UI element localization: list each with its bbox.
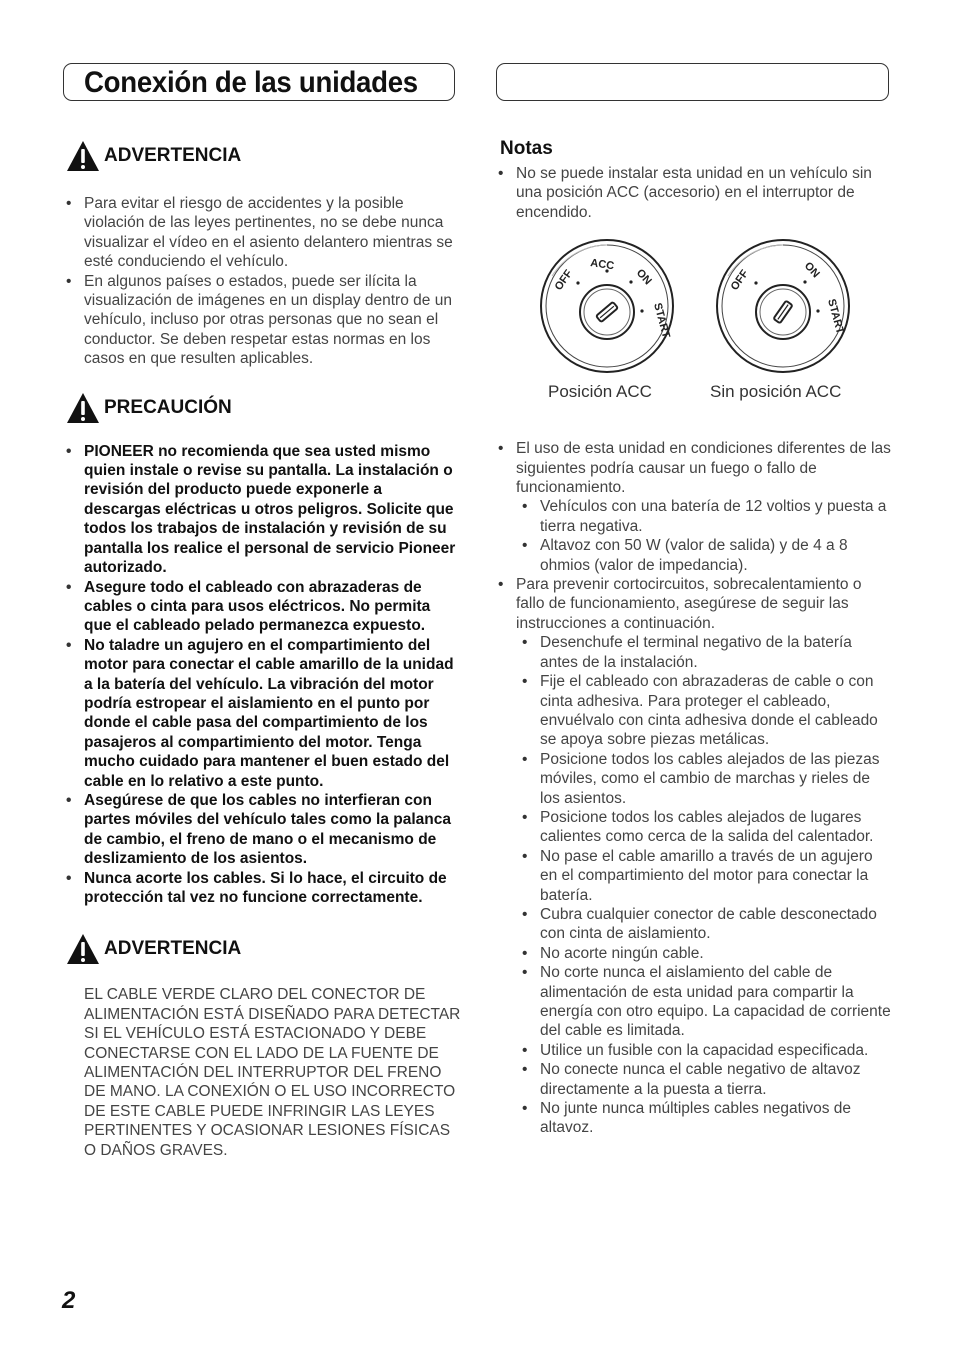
start-label: START [651, 301, 672, 340]
list-item: • Asegure todo el cableado con abrazaderas de cables o cinta para usos eléctricos. No permita que el cableado pelado permanezca expuesto. [66, 578, 461, 636]
warning-icon [66, 933, 100, 965]
sub-item: • Desenchufe el terminal negativo de la batería antes de la instalación. [522, 633, 893, 672]
list-item: • No taladre un agujero en el compartimiento del motor para conectar el cable amarillo de la unidad a la batería del vehículo. La vibración del motor podría estropear el aislamiento en el punto por donde el cable pasa del compartimiento de los pasajeros al compartimiento del motor. Tenga mucho cuidado para mantener el buen estado del cable en lo relativo a este punto. [66, 636, 461, 791]
sub-list [516, 633, 893, 1138]
sub-item: • Altavoz con 50 W (valor de salida) y de 4 a 8 ohmios (valor de impedancia). [522, 536, 893, 575]
precaucion-heading: PRECAUCIÓN [66, 392, 461, 424]
precaucion-list [66, 442, 461, 908]
section-title-box [63, 63, 455, 101]
sub-item: • Fije el cableado con abrazaderas de cable o con cinta adhesiva. Para proteger el cableado, envuélvalo con cinta adhesiva donde el cableado se apoya sobre piezas metálicas. [522, 672, 893, 750]
notas-list-2 [498, 439, 893, 1138]
acc-label: ACC [589, 257, 615, 273]
on-label: ON [633, 267, 654, 288]
list-item: • Nunca acorte los cables. Si lo hace, el circuito de protección tal vez no funcione correctamente. [66, 869, 461, 908]
left-column [66, 140, 461, 1160]
empty-title-box [496, 63, 889, 101]
diagram-label-no-acc: Sin posición ACC [710, 382, 842, 402]
sub-item: • No corte nunca el aislamiento del cable de alimentación de esta unidad para compartir la energía con otro equipo. La capacidad de corriente del cable es limitada. [522, 963, 893, 1041]
notas-heading: Notas [500, 138, 553, 159]
list-item: • Para evitar el riesgo de accidentes y la posible violación de las leyes pertinentes, no se debe nunca visualizar el vídeo en el asiento delantero mientras se esté conduciendo el vehículo. [66, 194, 461, 272]
sub-item: • No conecte nunca el cable negativo de altavoz directamente a la puesta a tierra. [522, 1060, 893, 1099]
off-label: OFF [728, 268, 752, 293]
advertencia-list [66, 194, 461, 369]
list-item: • No se puede instalar esta unidad en un vehículo sin una posición ACC (accesorio) en el interruptor de encendido. [498, 164, 893, 222]
page-number: 2 [62, 1287, 76, 1314]
sub-item: • Posicione todos los cables alejados de lugares calientes como cerca de la salida del calentador. [522, 808, 893, 847]
list-item: • PIONEER no recomienda que sea usted mismo quien instale o revise su pantalla. La instalación o revisión del producto puede exponerle a descargas eléctricas u otros peligros. Solicite que todos los trabajos de instalación y revisión de su pantalla los realice el personal de servicio Pioneer autorizado. [66, 442, 461, 578]
list-item: • Para prevenir cortocircuitos, sobrecalentamiento o fallo de funcionamiento, asegúrese de seguir las instrucciones a continuación. • Desenchufe el terminal negativo de la batería antes de la instalación. • Fije el cableado con abrazaderas de cable o con cinta adhesiva. Para proteger el cableado, envuélvalo con cinta adhesiva donde el cableado se apoya sobre piezas metálicas. • Posicione todos los cables alejados de las piezas móviles, como el cambio de marchas y rieles de los asientos. • Posicione todos los cables alejados de lugares calientes como cerca de la salida del calentador. • No pase el cable amarillo a través de un agujero en el compartimiento del motor para conectar la batería. • Cubra cualquier conector de cable desconectado con cinta de aislamiento. • No acorte ningún cable. • No corte nunca el aislamiento del cable de alimentación de esta unidad para compartir la energía con otro equipo. La capacidad de corriente del cable es limitada. • Utilice un fusible con la capacidad especificada. • No conecte nunca el cable negativo de altavoz directamente a la puesta a tierra. • No junte nunca múltiples cables negativos de altavoz. [498, 575, 893, 1138]
sub-item: • No acorte ningún cable. [522, 944, 893, 963]
advertencia2-text: EL CABLE VERDE CLARO DEL CONECTOR DE ALIMENTACIÓN ESTÁ DISEÑADO PARA DETECTAR SI EL VEHÍCULO ESTÁ ESTACIONADO Y DEBE CONECTARSE CON EL LADO DE LA FUENTE DE ALIMENTACIÓN DEL INTERRUPTOR DEL FRENO DE MANO. LA CONEXIÓN O EL USO INCORRECTO DE ESTE CABLE PUEDE INFRINGIR LAS LEYES PERTINENTES Y OCASIONAR LESIONES FÍSICAS O DAÑOS GRAVES. [84, 986, 461, 1159]
list-item: • Asegúrese de que los cables no interfieran con partes móviles del vehículo tales como la palanca de cambio, el freno de mano o el mecanismo de deslizamiento de los asientos. [66, 791, 461, 869]
advertencia2-heading: ADVERTENCIA [66, 933, 461, 965]
page-title: Conexión de las unidades [84, 66, 418, 99]
off-label: OFF [552, 268, 576, 293]
sub-item: • No pase el cable amarillo a través de un agujero en el compartimiento del motor para conectar la batería. [522, 847, 893, 905]
sub-item: • Posicione todos los cables alejados de las piezas móviles, como el cambio de marchas y rieles de los asientos. [522, 750, 893, 808]
sub-item: • No junte nunca múltiples cables negativos de altavoz. [522, 1099, 893, 1138]
notas-list [498, 164, 893, 222]
sub-item: • Cubra cualquier conector de cable desconectado con cinta de aislamiento. [522, 905, 893, 944]
sub-item: • Utilice un fusible con la capacidad especificada. [522, 1041, 893, 1060]
ignition-diagrams [498, 236, 893, 406]
sub-list [516, 497, 893, 575]
on-label: ON [801, 260, 822, 281]
warning-icon [66, 140, 100, 172]
warning-icon [66, 392, 100, 424]
advertencia-heading: ADVERTENCIA [66, 140, 461, 172]
list-item: • El uso de esta unidad en condiciones diferentes de las siguientes podría causar un fuego o fallo de funcionamiento. • Vehículos con una batería de 12 voltios y puesta a tierra negativa. • Altavoz con 50 W (valor de salida) y de 4 a 8 ohmios (valor de impedancia). [498, 439, 893, 575]
list-item: • En algunos países o estados, puede ser ilícita la visualización de imágenes en un display dentro de un vehículo, incluso por otras personas que no sean el conductor. Se deben respetar estas normas en los casos en que resulten aplicables. [66, 272, 461, 369]
right-column [498, 138, 893, 1138]
ignition-acc-diagram [532, 236, 682, 376]
sub-item: • Vehículos con una batería de 12 voltios y puesta a tierra negativa. [522, 497, 893, 536]
start-label: START [825, 297, 846, 336]
ignition-no-acc-diagram [708, 236, 858, 376]
diagram-label-acc: Posición ACC [548, 382, 652, 402]
